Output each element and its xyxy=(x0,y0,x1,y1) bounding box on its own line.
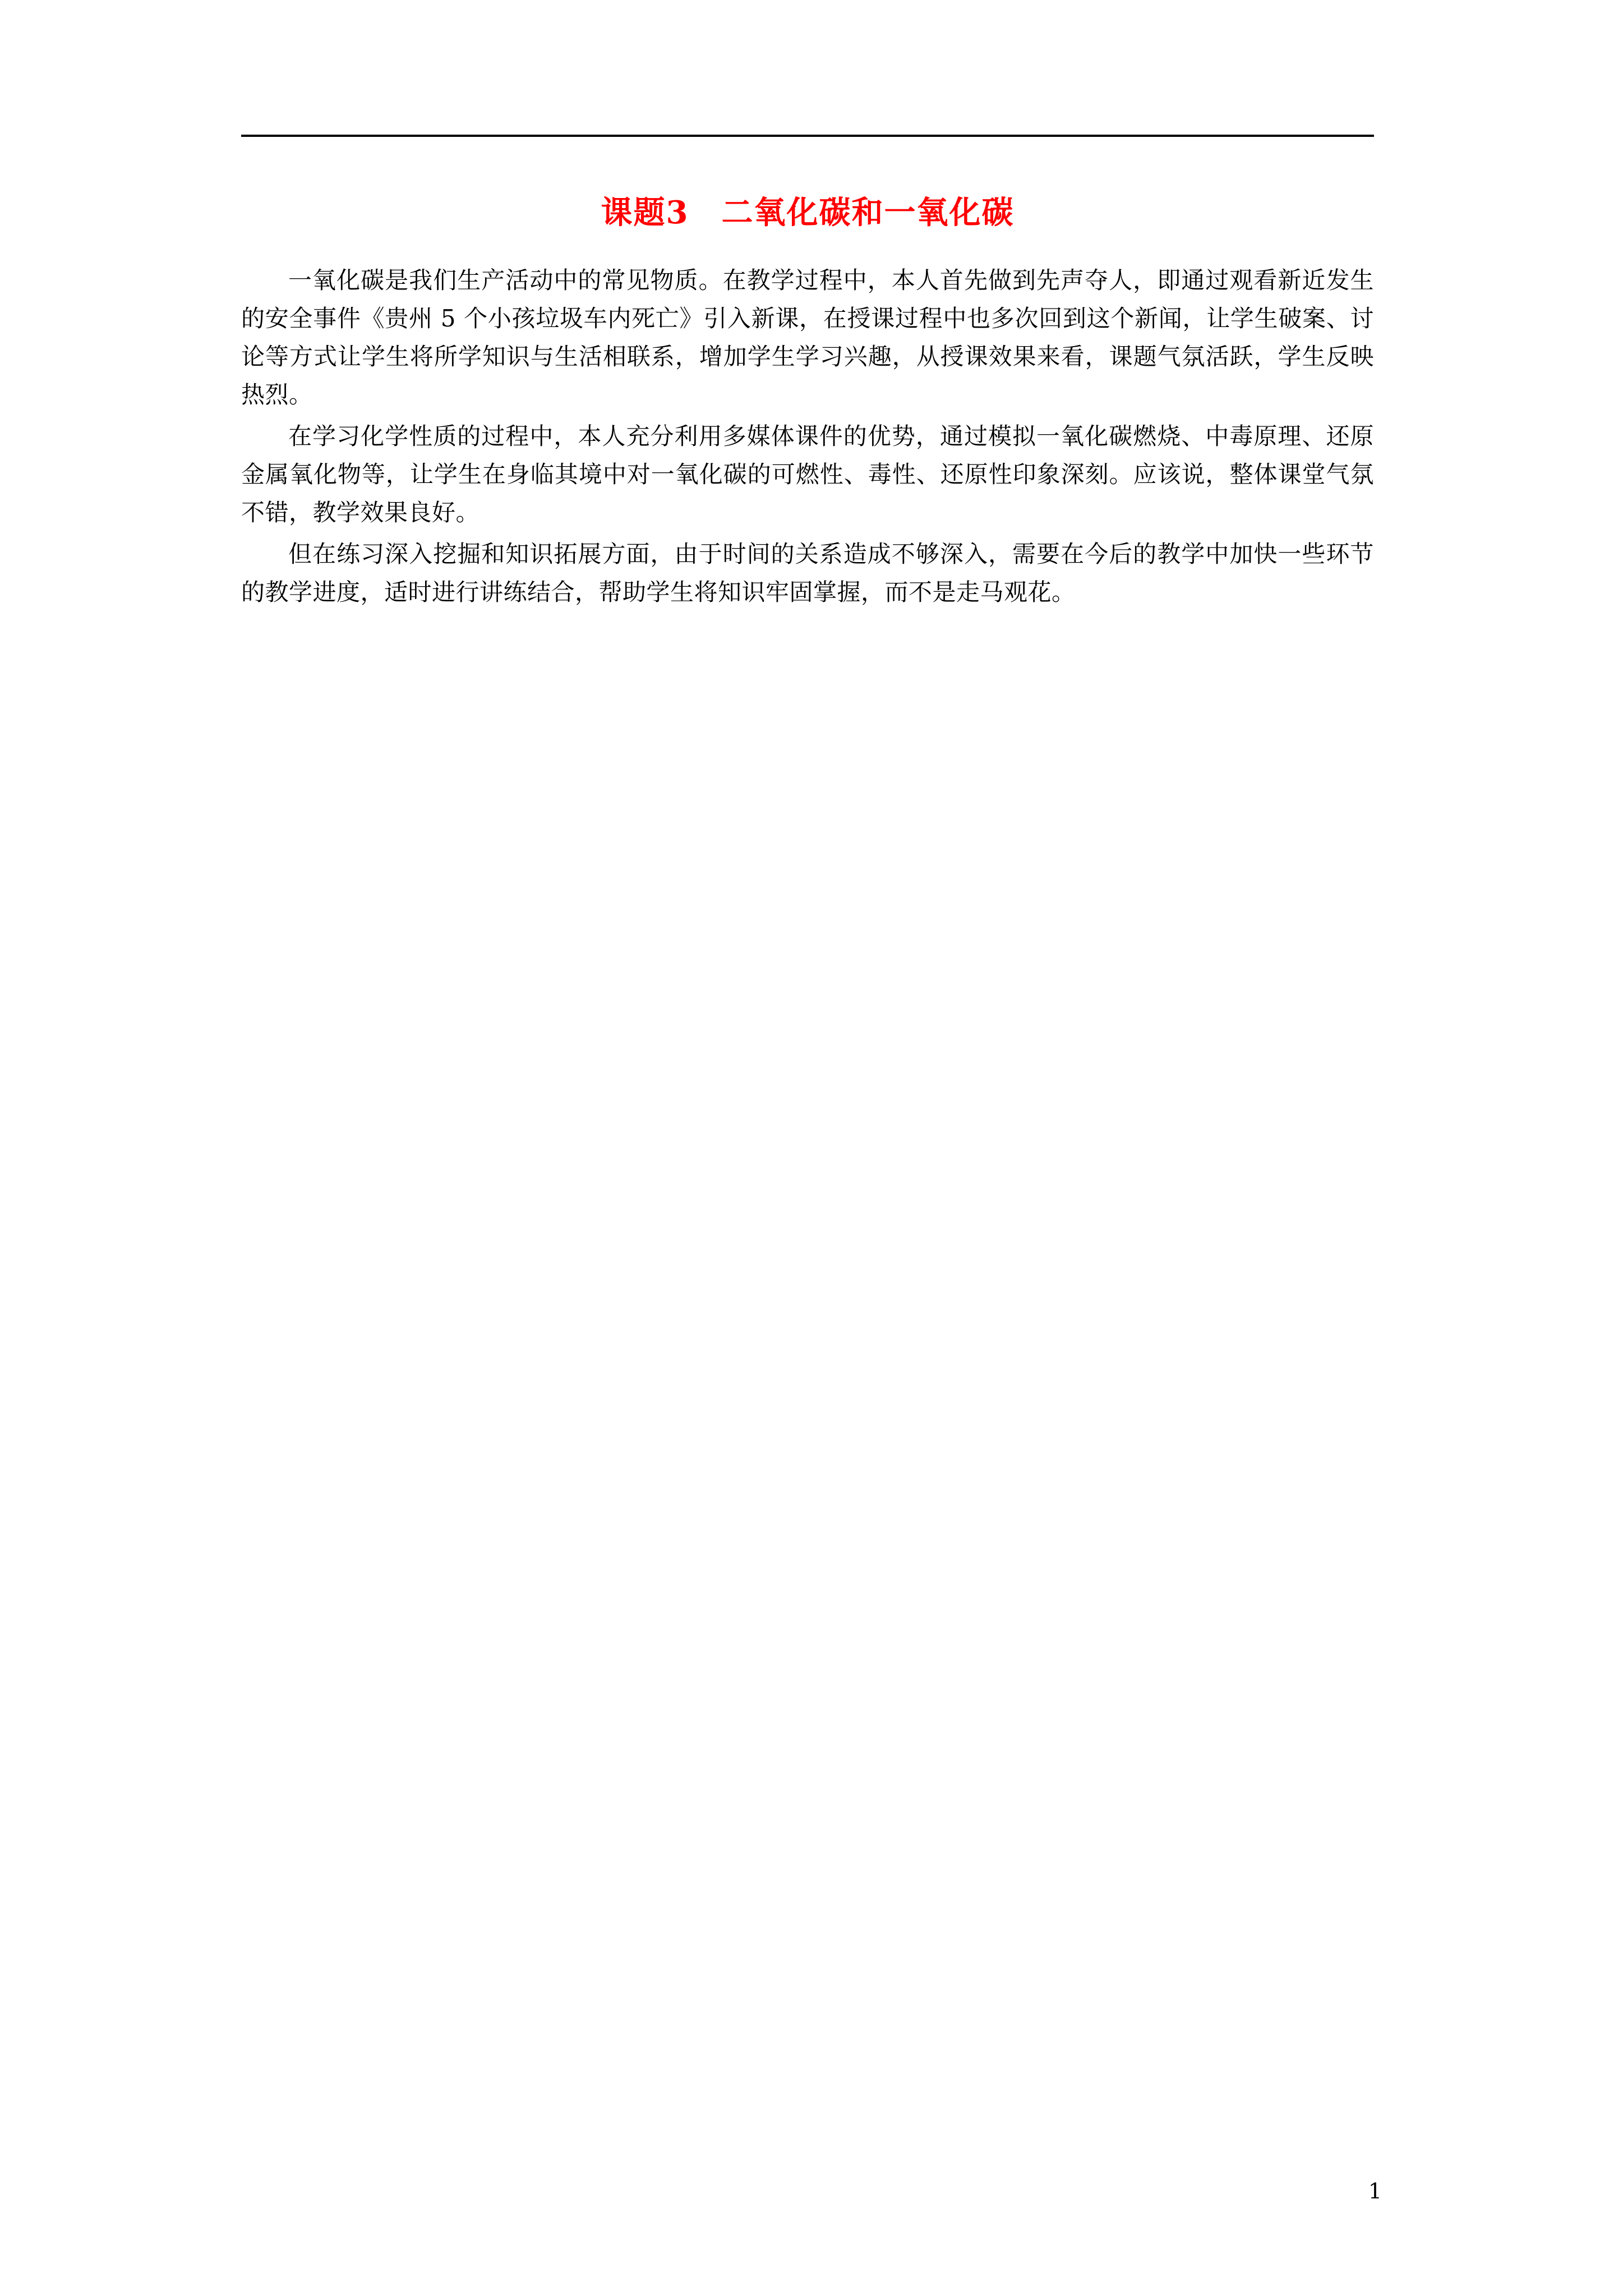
page-number: 1 xyxy=(1368,2179,1382,2203)
document-body xyxy=(241,135,1374,615)
page-title: 课题3 二氧化碳和一氧化碳 xyxy=(601,194,1015,231)
header-rule-divider xyxy=(241,135,1374,137)
paragraph-2: 在学习化学性质的过程中，本人充分利用多媒体课件的优势，通过模拟一氧化碳燃烧、中毒原理、还原金属氧化物等，让学生在身临其境中对一氧化碳的可燃性、毒性、还原性印象深刻。应该说，整体课堂气氛不错，教学效果良好。 xyxy=(241,422,1374,527)
paragraph-1: 一氧化碳是我们生产活动中的常见物质。在教学过程中，本人首先做到先声夺人，即通过观看新近发生的安全事件《贵州 5 个小孩垃圾车内死亡》引入新课，在授课过程中也多次回到这个新闻，让学生破案、讨论等方式让学生将所学知识与生活相联系，增加学生学习兴趣，从授课效果来看，课题气氛活跃，学生反映热烈。 xyxy=(241,266,1374,409)
paragraph-3: 但在练习深入挖掘和知识拓展方面，由于时间的关系造成不够深入，需要在今后的教学中加快一些环节的教学进度，适时进行讲练结合，帮助学生将知识牢固掌握，而不是走马观花。 xyxy=(241,540,1374,606)
